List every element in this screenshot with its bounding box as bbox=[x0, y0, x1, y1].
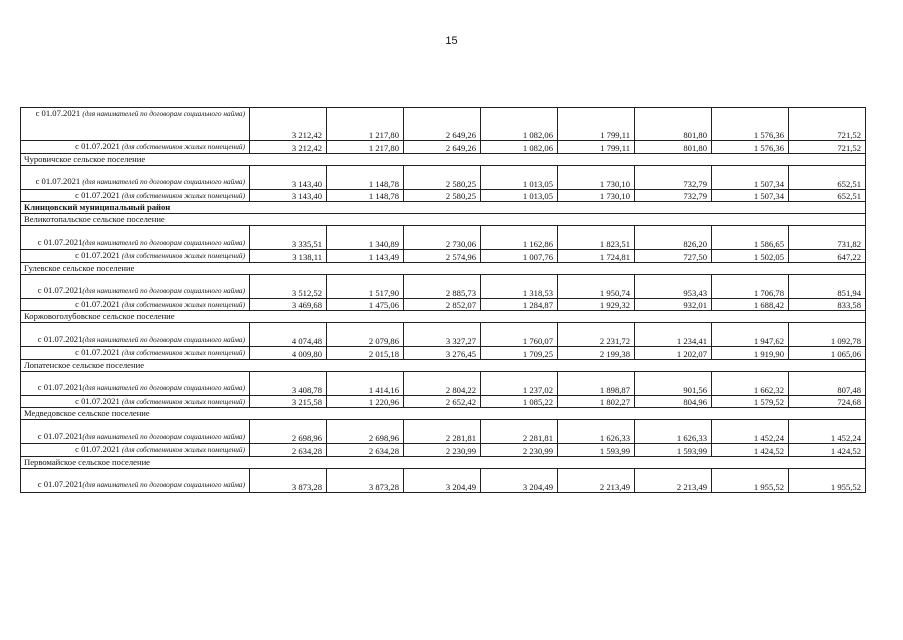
value-cell: 1 576,36 bbox=[712, 108, 789, 141]
value-cell: 1 730,10 bbox=[558, 189, 635, 202]
row-label bbox=[21, 468, 250, 492]
settlement-row bbox=[21, 214, 866, 226]
value-cell: 721,52 bbox=[789, 108, 866, 141]
value-cell: 1 799,11 bbox=[558, 141, 635, 154]
value-cell: 1 898,87 bbox=[558, 371, 635, 395]
value-cell: 2 649,26 bbox=[404, 141, 481, 154]
settlement-row bbox=[21, 359, 866, 371]
value-cell: 801,80 bbox=[635, 108, 712, 141]
settlement-heading: Чуровичское сельское поселение bbox=[21, 153, 866, 165]
value-cell: 4 074,48 bbox=[250, 323, 327, 347]
value-cell: 1 202,07 bbox=[635, 347, 712, 360]
value-cell: 3 215,58 bbox=[250, 395, 327, 408]
value-cell: 3 204,49 bbox=[404, 468, 481, 492]
row-note: (для собственников жилых помещений) bbox=[121, 445, 245, 454]
value-cell: 732,79 bbox=[635, 165, 712, 189]
table-row bbox=[21, 274, 866, 298]
value-cell: 1 706,78 bbox=[712, 274, 789, 298]
value-cell: 1 919,90 bbox=[712, 347, 789, 360]
row-label bbox=[21, 444, 250, 457]
row-label bbox=[21, 274, 250, 298]
table-row bbox=[21, 371, 866, 395]
row-date: с 01.07.2021 bbox=[37, 285, 83, 295]
value-cell: 833,58 bbox=[789, 298, 866, 311]
settlement-heading: Медведовское сельское поселение bbox=[21, 408, 866, 420]
row-note: (для собственников жилых помещений) bbox=[121, 190, 245, 200]
row-note: (для нанимателей по договорам социального найма) bbox=[82, 237, 245, 247]
row-date: с 01.07.2021 bbox=[35, 108, 83, 118]
value-cell: 2 698,96 bbox=[327, 420, 404, 444]
settlement-row bbox=[21, 456, 866, 468]
value-cell: 1 475,06 bbox=[327, 298, 404, 311]
value-cell: 1 929,32 bbox=[558, 298, 635, 311]
value-cell: 652,51 bbox=[789, 165, 866, 189]
value-cell: 1 662,32 bbox=[712, 371, 789, 395]
row-label bbox=[21, 323, 250, 347]
value-cell: 1 586,65 bbox=[712, 226, 789, 250]
row-label bbox=[21, 395, 250, 408]
value-cell: 3 143,40 bbox=[250, 189, 327, 202]
value-cell: 2 634,28 bbox=[250, 444, 327, 457]
table-row bbox=[21, 298, 866, 311]
value-cell: 1 452,24 bbox=[789, 420, 866, 444]
value-cell: 1 730,10 bbox=[558, 165, 635, 189]
row-date: с 01.07.2021 bbox=[37, 236, 83, 247]
value-cell: 2 015,18 bbox=[327, 347, 404, 360]
row-note: (для собственников жилых помещений) bbox=[121, 251, 245, 260]
table-row bbox=[21, 189, 866, 202]
value-cell: 2 574,96 bbox=[404, 250, 481, 263]
value-cell: 1 340,89 bbox=[327, 226, 404, 250]
value-cell: 801,80 bbox=[635, 141, 712, 154]
value-cell: 2 213,49 bbox=[558, 468, 635, 492]
value-cell: 3 335,51 bbox=[250, 226, 327, 250]
value-cell: 1 955,52 bbox=[712, 468, 789, 492]
row-date: с 01.07.2021 bbox=[75, 250, 122, 260]
table-row bbox=[21, 347, 866, 360]
value-cell: 1 802,27 bbox=[558, 395, 635, 408]
value-cell: 1 709,25 bbox=[481, 347, 558, 360]
value-cell: 3 143,40 bbox=[250, 165, 327, 189]
row-label bbox=[21, 250, 250, 263]
value-cell: 1 424,52 bbox=[712, 444, 789, 457]
value-cell: 2 730,06 bbox=[404, 226, 481, 250]
settlement-heading: Великотопальское сельское поселение bbox=[21, 214, 866, 226]
value-cell: 1 517,90 bbox=[327, 274, 404, 298]
row-note: (для нанимателей по договорам социального найма) bbox=[82, 109, 245, 118]
value-cell: 1 576,36 bbox=[712, 141, 789, 154]
value-cell: 2 231,72 bbox=[558, 323, 635, 347]
row-note: (для нанимателей по договорам социального найма) bbox=[82, 334, 245, 344]
value-cell: 953,43 bbox=[635, 274, 712, 298]
value-cell: 1 626,33 bbox=[635, 420, 712, 444]
row-note: (для нанимателей по договорам социального найма) bbox=[82, 480, 245, 489]
value-cell: 1 143,49 bbox=[327, 250, 404, 263]
value-cell: 2 281,81 bbox=[481, 420, 558, 444]
row-note: (для собственников жилых помещений) bbox=[121, 142, 245, 151]
value-cell: 1 502,05 bbox=[712, 250, 789, 263]
value-cell: 1 760,07 bbox=[481, 323, 558, 347]
district-heading: Клинцовский муниципальный район bbox=[21, 202, 866, 214]
value-cell: 1 217,80 bbox=[327, 141, 404, 154]
value-cell: 1 799,11 bbox=[558, 108, 635, 141]
row-label bbox=[21, 420, 250, 444]
row-label bbox=[21, 347, 250, 360]
value-cell: 1 013,05 bbox=[481, 189, 558, 202]
settlement-row bbox=[21, 408, 866, 420]
value-cell: 2 230,99 bbox=[404, 444, 481, 457]
value-cell: 1 065,06 bbox=[789, 347, 866, 360]
row-date: с 01.07.2021 bbox=[75, 444, 122, 454]
value-cell: 2 698,96 bbox=[250, 420, 327, 444]
table-row bbox=[21, 420, 866, 444]
value-cell: 1 507,34 bbox=[712, 189, 789, 202]
settlement-heading: Лопатенское сельское поселение bbox=[21, 359, 866, 371]
value-cell: 1 217,80 bbox=[327, 108, 404, 141]
value-cell: 2 199,38 bbox=[558, 347, 635, 360]
value-cell: 727,50 bbox=[635, 250, 712, 263]
value-cell: 2 230,99 bbox=[481, 444, 558, 457]
value-cell: 1 414,16 bbox=[327, 371, 404, 395]
table-row bbox=[21, 468, 866, 492]
row-note: (для собственников жилых помещений) bbox=[121, 299, 245, 309]
value-cell: 826,20 bbox=[635, 226, 712, 250]
settlement-heading: Коржовоголубовское сельское поселение bbox=[21, 311, 866, 323]
value-cell: 2 281,81 bbox=[404, 420, 481, 444]
table-row bbox=[21, 250, 866, 263]
value-cell: 721,52 bbox=[789, 141, 866, 154]
value-cell: 2 580,25 bbox=[404, 165, 481, 189]
value-cell: 2 804,22 bbox=[404, 371, 481, 395]
value-cell: 1 950,74 bbox=[558, 274, 635, 298]
row-date: с 01.07.2021 bbox=[75, 395, 122, 406]
value-cell: 732,79 bbox=[635, 189, 712, 202]
value-cell: 3 212,42 bbox=[250, 141, 327, 154]
value-cell: 3 408,78 bbox=[250, 371, 327, 395]
value-cell: 3 204,49 bbox=[481, 468, 558, 492]
value-cell: 652,51 bbox=[789, 189, 866, 202]
value-cell: 807,48 bbox=[789, 371, 866, 395]
settlement-row bbox=[21, 262, 866, 274]
settlement-heading: Гулевское сельское поселение bbox=[21, 262, 866, 274]
value-cell: 2 634,28 bbox=[327, 444, 404, 457]
row-label bbox=[21, 298, 250, 311]
value-cell: 1 579,52 bbox=[712, 395, 789, 408]
value-cell: 1 220,96 bbox=[327, 395, 404, 408]
value-cell: 1 823,51 bbox=[558, 226, 635, 250]
district-row bbox=[21, 202, 866, 214]
value-cell: 1 237,02 bbox=[481, 371, 558, 395]
value-cell: 851,94 bbox=[789, 274, 866, 298]
page-number: 15 bbox=[445, 35, 458, 47]
row-date: с 01.07.2021 bbox=[75, 189, 122, 200]
row-label bbox=[21, 141, 250, 154]
value-cell: 1 452,24 bbox=[712, 420, 789, 444]
table-row bbox=[21, 323, 866, 347]
table-row bbox=[21, 141, 866, 154]
table-row bbox=[21, 108, 866, 141]
value-cell: 1 082,06 bbox=[481, 141, 558, 154]
value-cell: 3 512,52 bbox=[250, 274, 327, 298]
value-cell: 901,56 bbox=[635, 371, 712, 395]
settlement-row bbox=[21, 311, 866, 323]
row-label bbox=[21, 108, 250, 141]
row-date: с 01.07.2021 bbox=[37, 333, 83, 344]
row-note: (для нанимателей по договорам социального найма) bbox=[82, 177, 245, 186]
table-row bbox=[21, 444, 866, 457]
value-cell: 1 724,81 bbox=[558, 250, 635, 263]
value-cell: 1 626,33 bbox=[558, 420, 635, 444]
value-cell: 647,22 bbox=[789, 250, 866, 263]
value-cell: 3 327,27 bbox=[404, 323, 481, 347]
value-cell: 1 318,53 bbox=[481, 274, 558, 298]
value-cell: 1 092,78 bbox=[789, 323, 866, 347]
settlement-heading: Первомайское сельское поселение bbox=[21, 456, 866, 468]
value-cell: 1 085,22 bbox=[481, 395, 558, 408]
row-date: с 01.07.2021 bbox=[75, 347, 122, 357]
value-cell: 1 947,62 bbox=[712, 323, 789, 347]
value-cell: 1 162,86 bbox=[481, 226, 558, 250]
value-cell: 804,96 bbox=[635, 395, 712, 408]
value-cell: 2 079,86 bbox=[327, 323, 404, 347]
value-cell: 1 507,34 bbox=[712, 165, 789, 189]
row-label bbox=[21, 189, 250, 202]
row-date: с 01.07.2021 bbox=[35, 176, 83, 186]
row-date: с 01.07.2021 bbox=[37, 382, 83, 392]
value-cell: 3 873,28 bbox=[327, 468, 404, 492]
value-cell: 3 873,28 bbox=[250, 468, 327, 492]
value-cell: 1 007,76 bbox=[481, 250, 558, 263]
value-cell: 3 138,11 bbox=[250, 250, 327, 263]
value-cell: 1 593,99 bbox=[635, 444, 712, 457]
table-row bbox=[21, 226, 866, 250]
value-cell: 1 284,87 bbox=[481, 298, 558, 311]
row-note: (для нанимателей по договорам социального найма) bbox=[82, 431, 245, 441]
row-note: (для нанимателей по договорам социального найма) bbox=[82, 286, 245, 295]
value-cell: 724,68 bbox=[789, 395, 866, 408]
value-cell: 1 688,42 bbox=[712, 298, 789, 311]
tariff-table bbox=[20, 107, 866, 493]
row-date: с 01.07.2021 bbox=[37, 430, 83, 441]
row-note: (для нанимателей по договорам социального найма) bbox=[82, 383, 245, 392]
row-label bbox=[21, 226, 250, 250]
value-cell: 1 082,06 bbox=[481, 108, 558, 141]
value-cell: 1 234,41 bbox=[635, 323, 712, 347]
value-cell: 2 580,25 bbox=[404, 189, 481, 202]
value-cell: 2 852,07 bbox=[404, 298, 481, 311]
row-note: (для собственников жилых помещений) bbox=[121, 396, 245, 406]
row-label bbox=[21, 165, 250, 189]
table-row bbox=[21, 165, 866, 189]
value-cell: 2 213,49 bbox=[635, 468, 712, 492]
value-cell: 1 593,99 bbox=[558, 444, 635, 457]
value-cell: 1 013,05 bbox=[481, 165, 558, 189]
table-row bbox=[21, 395, 866, 408]
value-cell: 3 276,45 bbox=[404, 347, 481, 360]
value-cell: 2 652,42 bbox=[404, 395, 481, 408]
settlement-row bbox=[21, 153, 866, 165]
row-date: с 01.07.2021 bbox=[75, 298, 122, 309]
value-cell: 731,82 bbox=[789, 226, 866, 250]
value-cell: 2 885,73 bbox=[404, 274, 481, 298]
value-cell: 4 009,80 bbox=[250, 347, 327, 360]
value-cell: 1 148,78 bbox=[327, 189, 404, 202]
value-cell: 932,01 bbox=[635, 298, 712, 311]
row-date: с 01.07.2021 bbox=[37, 479, 83, 489]
value-cell: 3 469,68 bbox=[250, 298, 327, 311]
value-cell: 1 955,52 bbox=[789, 468, 866, 492]
value-cell: 3 212,42 bbox=[250, 108, 327, 141]
value-cell: 1 148,78 bbox=[327, 165, 404, 189]
row-label bbox=[21, 371, 250, 395]
value-cell: 1 424,52 bbox=[789, 444, 866, 457]
row-note: (для собственников жилых помещений) bbox=[121, 348, 245, 357]
value-cell: 2 649,26 bbox=[404, 108, 481, 141]
row-date: с 01.07.2021 bbox=[75, 141, 122, 151]
